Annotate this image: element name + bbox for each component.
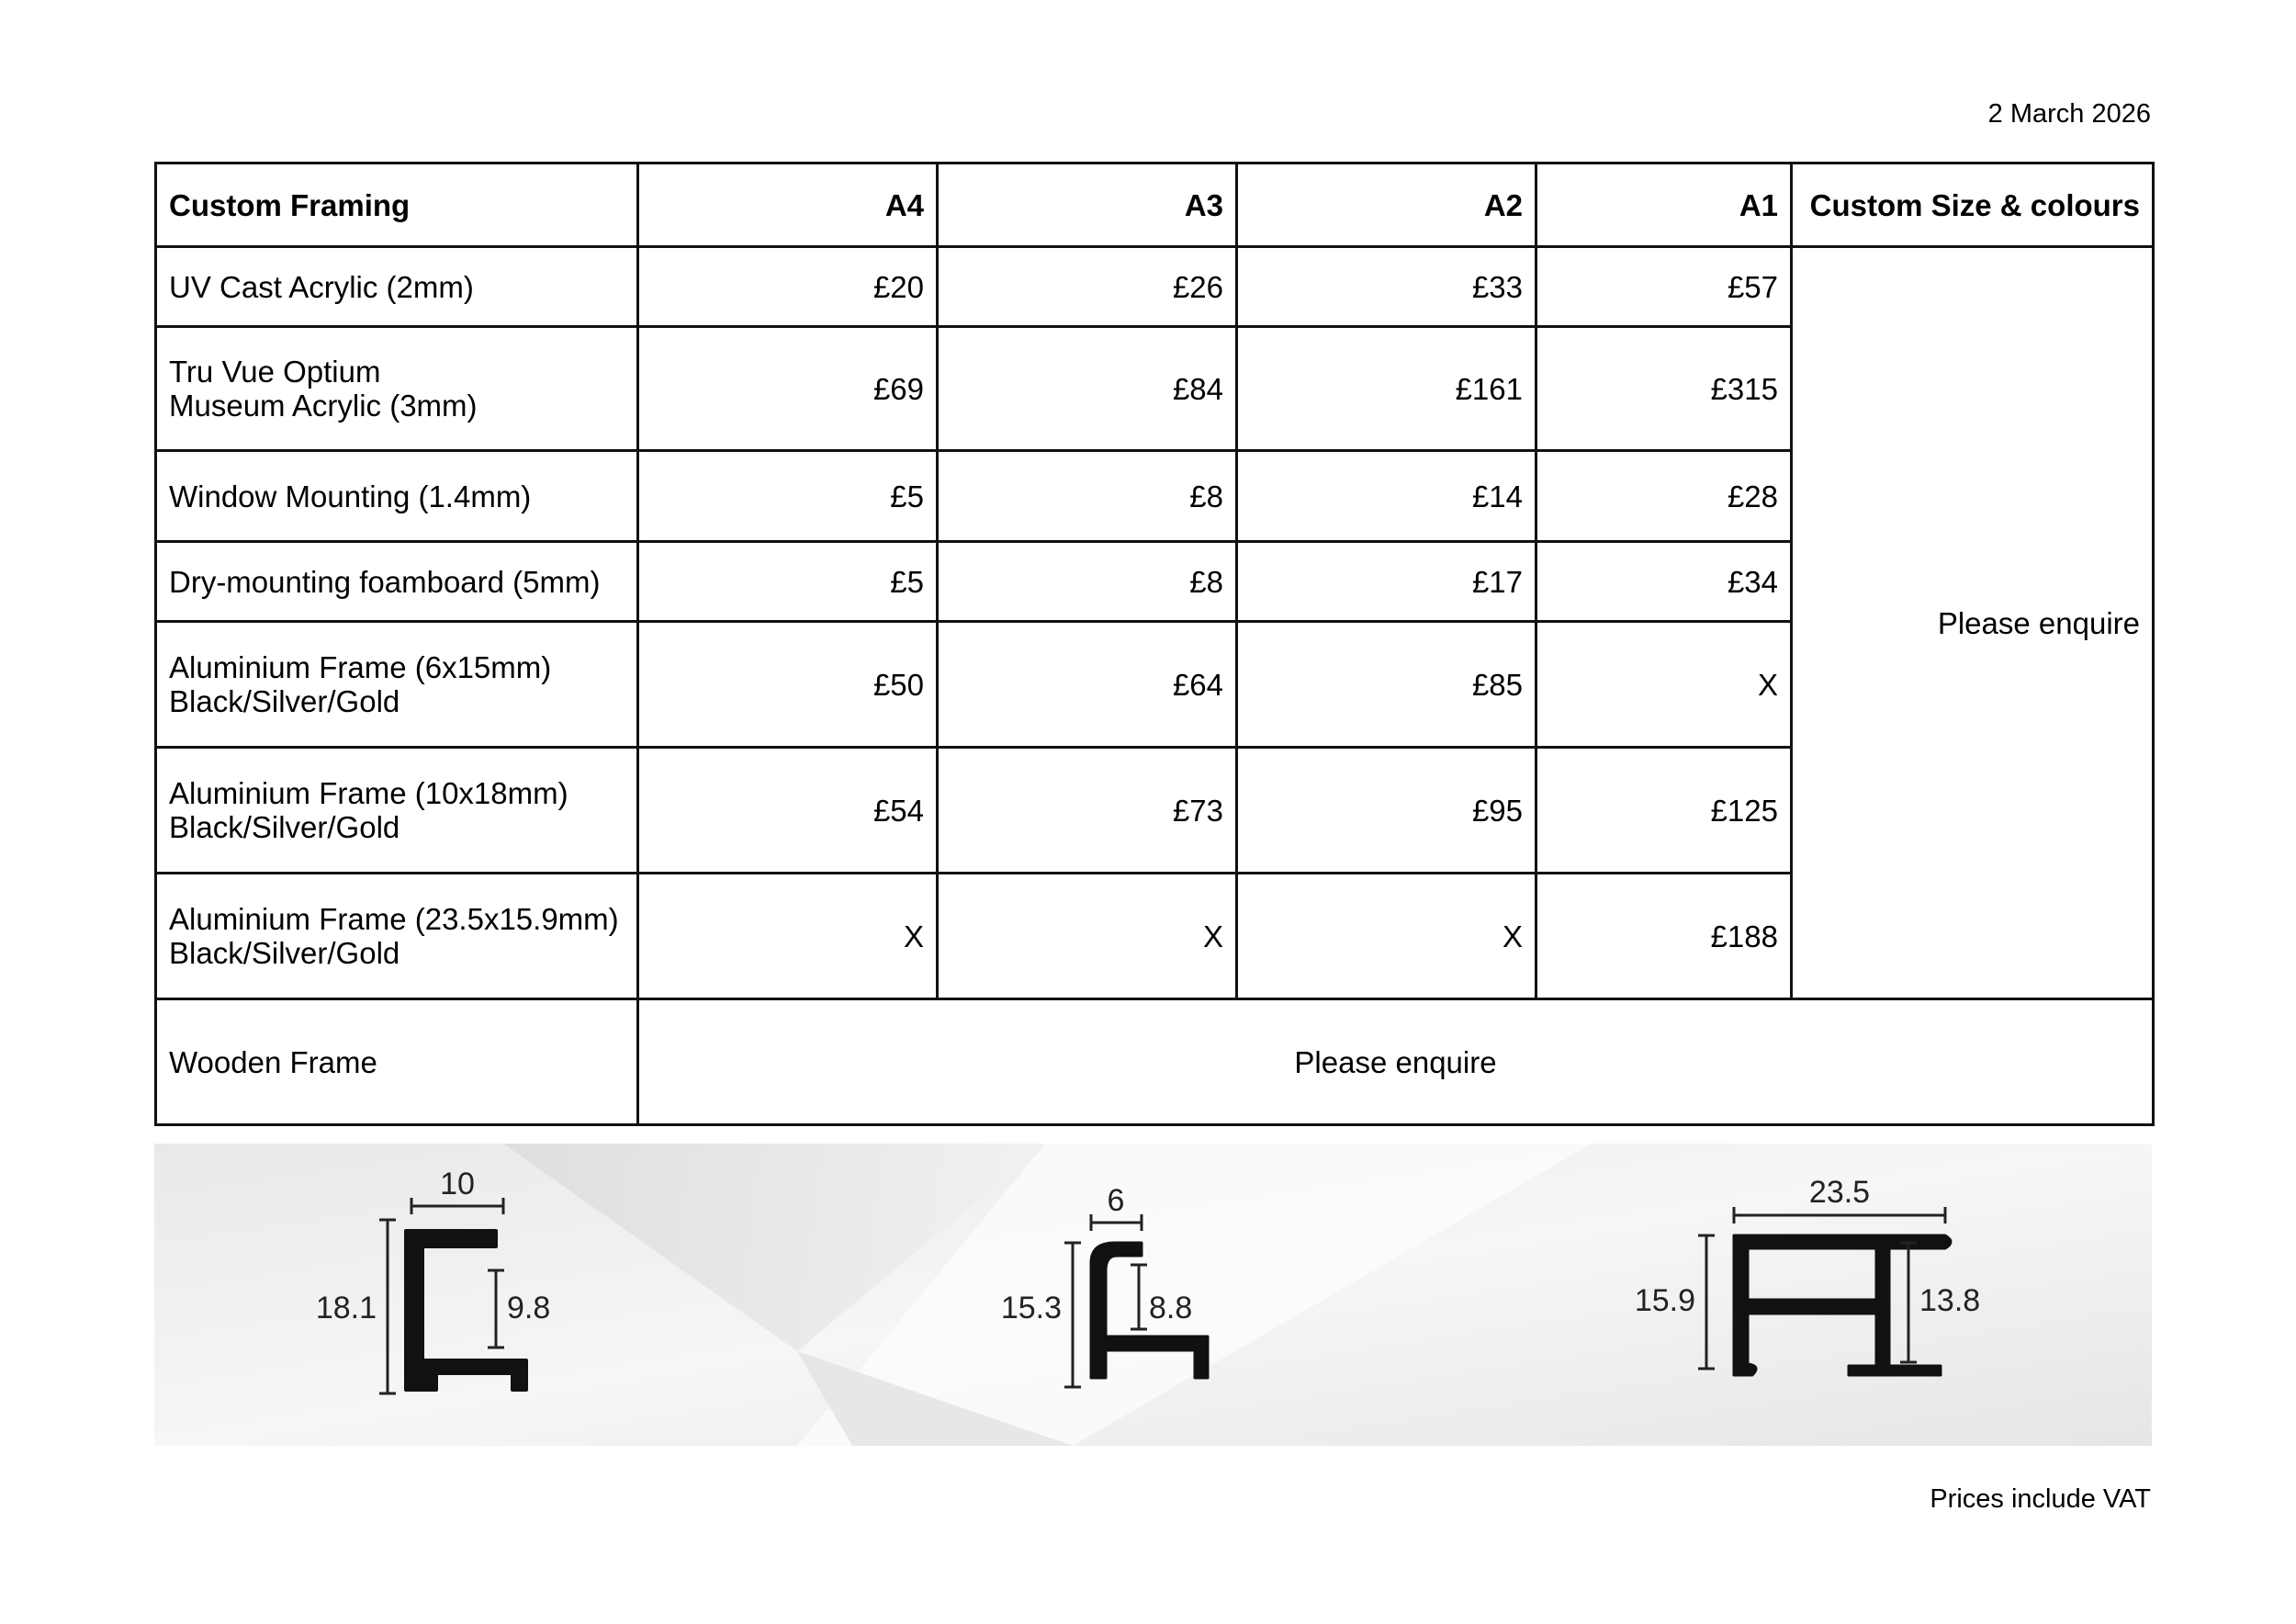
profile-inner-label: 8.8	[1149, 1291, 1193, 1325]
price-cell-a3: X	[938, 874, 1237, 999]
price-cell-a3: £8	[938, 542, 1237, 622]
price-cell-a1: £315	[1536, 327, 1792, 451]
wooden-frame-enquire-cell: Please enquire	[638, 999, 2154, 1125]
price-cell-a3: £73	[938, 748, 1237, 874]
price-cell-a4: X	[638, 874, 938, 999]
price-cell-a2: £95	[1237, 748, 1536, 874]
row-label: Window Mounting (1.4mm)	[156, 451, 638, 542]
price-cell-a1: £188	[1536, 874, 1792, 999]
profile-width-label: 6	[1107, 1183, 1125, 1218]
profile-height-label: 18.1	[315, 1291, 377, 1325]
custom-size-enquire-cell: Please enquire	[1792, 247, 2154, 999]
row-label: Dry-mounting foamboard (5mm)	[156, 542, 638, 622]
row-label-line-2: Museum Acrylic (3mm)	[169, 389, 478, 423]
profile-width-label: 23.5	[1808, 1175, 1871, 1210]
price-cell-a2: £17	[1237, 542, 1536, 622]
price-cell-a3: £84	[938, 327, 1237, 451]
row-label-line-2: Black/Silver/Gold	[169, 684, 400, 718]
price-cell-a1: X	[1536, 622, 1792, 748]
row-label-line-2: Black/Silver/Gold	[169, 810, 400, 844]
price-cell-a4: £5	[638, 451, 938, 542]
profile-inner-label: 9.8	[507, 1291, 551, 1325]
column-header-custom-framing: Custom Framing	[156, 164, 638, 247]
price-cell-a4: £50	[638, 622, 938, 748]
row-label: UV Cast Acrylic (2mm)	[156, 247, 638, 327]
pricing-table	[154, 162, 2155, 1126]
price-cell-a4: £69	[638, 327, 938, 451]
price-cell-a2: £85	[1237, 622, 1536, 748]
price-cell-a2: X	[1237, 874, 1536, 999]
profile-inner-label: 13.8	[1919, 1283, 1981, 1318]
price-cell-a2: £14	[1237, 451, 1536, 542]
row-label-line-1: Aluminium Frame (6x15mm)	[169, 650, 552, 684]
row-label-line-2: Black/Silver/Gold	[169, 936, 400, 970]
row-label-line-1: Aluminium Frame (23.5x15.9mm)	[169, 902, 619, 936]
document-date: 2 March 2026	[1987, 99, 2151, 129]
table-header-row	[156, 164, 2154, 247]
price-cell-a4: £20	[638, 247, 938, 327]
profile-height-label: 15.3	[1000, 1291, 1062, 1325]
price-cell-a3: £64	[938, 622, 1237, 748]
price-cell-a4: £54	[638, 748, 938, 874]
column-header-a1: A1	[1536, 164, 1792, 247]
price-cell-a2: £33	[1237, 247, 1536, 327]
row-label-line-1: Tru Vue Optium	[169, 355, 381, 389]
price-cell-a1: £28	[1536, 451, 1792, 542]
row-label-line-1: Aluminium Frame (10x18mm)	[169, 776, 568, 810]
price-cell-a2: £161	[1237, 327, 1536, 451]
table-row	[156, 247, 2154, 327]
row-label	[156, 874, 638, 999]
price-cell-a3: £26	[938, 247, 1237, 327]
column-header-a2: A2	[1237, 164, 1536, 247]
column-header-a3: A3	[938, 164, 1237, 247]
table-row-wooden-frame	[156, 999, 2154, 1125]
price-cell-a1: £34	[1536, 542, 1792, 622]
row-label	[156, 327, 638, 451]
profile-height-label: 15.9	[1634, 1283, 1695, 1318]
row-label	[156, 748, 638, 874]
column-header-custom-size: Custom Size & colours	[1792, 164, 2154, 247]
price-cell-a3: £8	[938, 451, 1237, 542]
vat-note: Prices include VAT	[1930, 1484, 2151, 1514]
frame-profiles-band	[154, 1144, 2152, 1446]
price-cell-a1: £57	[1536, 247, 1792, 327]
row-label	[156, 622, 638, 748]
price-cell-a4: £5	[638, 542, 938, 622]
frame-profiles-diagram	[154, 1144, 2152, 1446]
column-header-a4: A4	[638, 164, 938, 247]
profile-width-label: 10	[440, 1167, 475, 1201]
row-label: Wooden Frame	[156, 999, 638, 1125]
price-cell-a1: £125	[1536, 748, 1792, 874]
